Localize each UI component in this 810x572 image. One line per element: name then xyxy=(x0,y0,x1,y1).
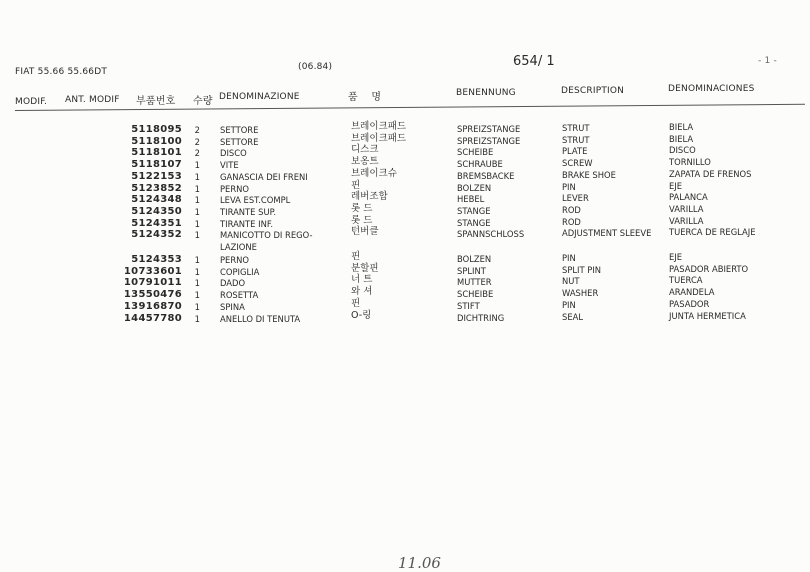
spanish-name: VARILLA xyxy=(669,203,704,214)
col-korean-name: 품 명 xyxy=(348,92,382,103)
german-name: SCHEIBE xyxy=(457,147,494,158)
italian-name: COPIGLIA xyxy=(220,266,260,277)
handwritten-note: 11.06 xyxy=(398,554,441,572)
english-name: SCREW xyxy=(562,158,593,169)
korean-name: O-링 xyxy=(351,309,372,321)
korean-name: 와 셔 xyxy=(351,286,373,298)
english-name: SPLIT PIN xyxy=(562,264,602,275)
english-name: ADJUSTMENT SLEEVE xyxy=(562,228,652,239)
part-number: 5124348 xyxy=(131,194,182,206)
part-number: 5124353 xyxy=(131,254,182,265)
part-number: 5118100 xyxy=(131,135,182,147)
korean-name: 턴버클 xyxy=(351,226,379,238)
sheet-number: - 1 - xyxy=(758,56,777,66)
german-name: SPANNSCHLOSS xyxy=(457,229,525,240)
english-name: PLATE xyxy=(562,146,588,157)
part-number: 5123852 xyxy=(131,182,182,194)
german-name: BREMSBACKE xyxy=(457,170,515,181)
spanish-name: BIELA xyxy=(669,122,694,132)
col-description: DESCRIPTION xyxy=(561,86,625,96)
german-name: BOLZEN xyxy=(457,182,492,193)
italian-name: SETTORE xyxy=(220,136,259,147)
spanish-name: PASADOR ABIERTO xyxy=(669,263,749,274)
spanish-name: EJE xyxy=(669,180,683,191)
part-number: 13916870 xyxy=(123,300,182,312)
italian-name: ROSETTA xyxy=(220,290,259,301)
german-name: SPLINT xyxy=(457,265,486,276)
english-name: ROD xyxy=(562,216,581,227)
spanish-name: TORNILLO xyxy=(669,157,711,168)
korean-name: 핀 xyxy=(351,251,361,262)
spanish-name: ZAPATA DE FRENOS xyxy=(669,168,752,179)
spanish-name: PASADOR xyxy=(669,298,710,309)
italian-name: DISCO xyxy=(220,148,247,159)
german-name: BOLZEN xyxy=(457,254,492,264)
german-name: SPREIZSTANGE xyxy=(457,124,521,134)
spanish-name: EJE xyxy=(669,252,683,262)
quantity: 2 xyxy=(194,148,200,159)
spanish-name: PALANCA xyxy=(669,192,708,203)
english-name: STRUT xyxy=(562,134,590,145)
quantity: 1 xyxy=(194,255,200,265)
col-modif: MODIF. xyxy=(15,97,48,107)
part-number: 5124352 xyxy=(131,229,182,241)
korean-name: 브레이크패드 xyxy=(351,132,407,144)
korean-name: 보옹트 xyxy=(351,156,379,168)
part-number: 13550476 xyxy=(123,289,182,301)
korean-name: 브레이크패드 xyxy=(351,121,407,132)
italian-name: TIRANTE INF. xyxy=(220,218,273,229)
italian-name: PERNO xyxy=(220,183,250,194)
italian-name: LAZIONE xyxy=(220,242,257,252)
italian-name: LEVA EST.COMPL xyxy=(220,195,291,206)
part-number: 14457780 xyxy=(123,312,182,324)
spanish-name: ARANDELA xyxy=(669,287,715,298)
part-number: 5124351 xyxy=(131,217,182,229)
quantity: 1 xyxy=(194,160,200,171)
italian-name: VITE xyxy=(220,160,239,171)
italian-name: ANELLO DI TENUTA xyxy=(220,313,301,324)
korean-name: 핀 xyxy=(351,179,361,191)
col-quantity: 수량 xyxy=(193,96,213,107)
german-name: MUTTER xyxy=(457,277,492,288)
quantity: 1 xyxy=(194,266,200,277)
english-name: STRUT xyxy=(562,123,590,133)
english-name: PIN xyxy=(562,299,576,310)
italian-name: MANICOTTO DI REGO- xyxy=(220,230,313,241)
english-name: PIN xyxy=(562,181,576,192)
korean-name: 디스크 xyxy=(351,144,379,156)
english-name: PIN xyxy=(562,253,576,263)
quantity: 1 xyxy=(194,313,200,324)
part-number: 5124350 xyxy=(131,205,182,217)
korean-name: 레버조합 xyxy=(351,191,388,203)
model-label: FIAT 55.66 55.66DT xyxy=(15,67,108,77)
quantity: 1 xyxy=(194,183,200,194)
german-name: STANGE xyxy=(457,217,491,228)
german-name: SCHEIBE xyxy=(457,289,494,300)
english-name: SEAL xyxy=(562,311,584,322)
english-name: ROD xyxy=(562,204,581,215)
quantity: 2 xyxy=(194,136,200,147)
quantity: 1 xyxy=(194,230,200,241)
quantity: 1 xyxy=(194,195,200,206)
korean-name: 너 트 xyxy=(351,274,373,286)
german-name: SCHRAUBE xyxy=(457,159,503,170)
part-number: 5122153 xyxy=(131,170,182,182)
korean-name: 롯 드 xyxy=(351,214,373,226)
quantity: 1 xyxy=(194,206,200,217)
header-rule xyxy=(15,104,805,111)
col-ant-modif: ANT. MODIF xyxy=(65,95,120,105)
part-number: 5118107 xyxy=(131,159,182,171)
col-benennung: BENENNUNG xyxy=(456,88,516,98)
german-name: STIFT xyxy=(457,300,480,311)
part-number: 10791011 xyxy=(123,277,182,289)
italian-name: TIRANTE SUP. xyxy=(220,206,276,217)
italian-name: GANASCIA DEI FRENI xyxy=(220,171,308,182)
italian-name: SPINA xyxy=(220,301,245,312)
spanish-name: TUERCA xyxy=(669,275,703,286)
german-name: HEBEL xyxy=(457,194,485,205)
quantity: 1 xyxy=(194,301,200,312)
spanish-name: VARILLA xyxy=(669,215,704,226)
english-name: NUT xyxy=(562,276,580,287)
korean-name: 롯 드 xyxy=(351,202,373,214)
quantity: 2 xyxy=(194,125,200,135)
quantity: 1 xyxy=(194,290,200,301)
spanish-name: JUNTA HERMETICA xyxy=(669,310,746,321)
english-name: BRAKE SHOE xyxy=(562,169,616,180)
part-number: 5118095 xyxy=(131,124,182,135)
german-name: DICHTRING xyxy=(457,312,505,323)
italian-name: DADO xyxy=(220,278,246,289)
spanish-name: TUERCA DE REGLAJE xyxy=(669,227,756,238)
german-name: SPREIZSTANGE xyxy=(457,135,521,146)
page-reference: 654/ 1 xyxy=(513,54,555,69)
english-name: LEVER xyxy=(562,193,589,204)
spanish-name: DISCO xyxy=(669,145,696,156)
quantity: 1 xyxy=(194,171,200,182)
col-denominazione: DENOMINAZIONE xyxy=(219,92,300,102)
german-name: STANGE xyxy=(457,205,491,216)
korean-name: 분할핀 xyxy=(351,262,379,274)
korean-name: 브레이크슈 xyxy=(351,167,397,179)
quantity: 1 xyxy=(194,218,200,229)
italian-name: PERNO xyxy=(220,255,250,265)
quantity: 1 xyxy=(194,278,200,289)
part-number: 5118101 xyxy=(131,147,182,159)
date-label: (06.84) xyxy=(298,62,333,72)
spanish-name: BIELA xyxy=(669,133,694,144)
italian-name: SETTORE xyxy=(220,125,259,135)
col-part-number: 부품번호 xyxy=(136,96,176,107)
korean-name: 핀 xyxy=(351,297,361,309)
part-number: 10733601 xyxy=(123,265,182,277)
english-name: WASHER xyxy=(562,288,599,299)
col-denominaciones: DENOMINACIONES xyxy=(668,84,755,94)
